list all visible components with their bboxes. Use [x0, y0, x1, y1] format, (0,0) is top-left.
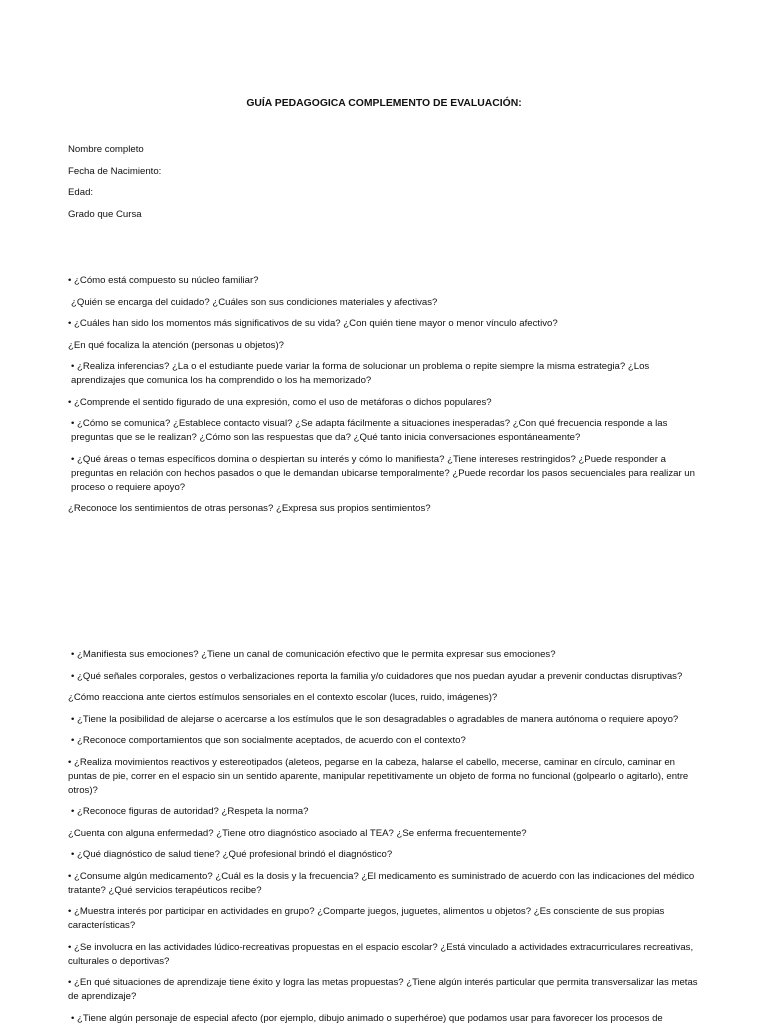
field-nombre: Nombre completo	[68, 144, 144, 155]
question-item: • ¿Qué diagnóstico de salud tiene? ¿Qué profesional brindó el diagnóstico?	[71, 849, 393, 860]
question-item: • ¿Realiza movimientos reactivos y estereotipados (aleteos, pegarse en la cabeza, halarse el cabello, mecerse, caminar en círculo, caminar en puntas de pie, correr en el espacio sin un sentido aparente, manipular repetitivamente un objeto de forma no funcional (golpearlo o agitarlo), entre otros)?	[68, 756, 689, 796]
question-item: • ¿Muestra interés por participar en actividades en grupo? ¿Comparte juegos, juguetes, alimentos u objetos? ¿Es consciente de sus propias características?	[68, 906, 665, 931]
question-item: • ¿Cómo está compuesto su núcleo familiar?	[68, 275, 259, 286]
question-item: • ¿Reconoce figuras de autoridad? ¿Respeta la norma?	[71, 806, 309, 817]
question-item-cut-off: • ¿Tiene algún personaje de especial afecto (por ejemplo, dibujo animado o superhéroe) que podamos usar para favorecer los procesos de	[71, 1012, 663, 1024]
question-item: • ¿Qué señales corporales, gestos o verbalizaciones reporta la familia y/o cuidadores que nos puedan ayudar a prevenir conductas disruptivas?	[71, 670, 683, 682]
field-grado: Grado que Cursa	[68, 208, 142, 220]
question-item: ¿Quién se encarga del cuidado? ¿Cuáles son sus condiciones materiales y afectivas?	[71, 296, 438, 308]
question-item: ¿Cuenta con alguna enfermedad? ¿Tiene otro diagnóstico asociado al TEA? ¿Se enferma frecuentemente?	[68, 827, 527, 839]
question-item: • ¿Comprende el sentido figurado de una expresión, como el uso de metáforas o dichos populares?	[68, 396, 492, 408]
question-item: • ¿Consume algún medicamento? ¿Cuál es la dosis y la frecuencia? ¿El medicamento es suministrado de acuerdo con las indicaciones del médico tratante? ¿Qué servicios terapéuticos recibe?	[68, 870, 695, 896]
field-fecha-nacimiento: Fecha de Nacimiento:	[68, 165, 162, 177]
question-item: ¿Reconoce los sentimientos de otras personas? ¿Expresa sus propios sentimientos?	[68, 503, 431, 514]
question-item: • ¿Tiene la posibilidad de alejarse o acercarse a los estímulos que le son desagradables o agradables de manera autónoma o requiere apoyo?	[71, 713, 679, 725]
question-item: • ¿Se involucra en las actividades lúdico-recreativas propuestas en el espacio escolar? ¿Está vinculado a actividades extracurriculares recreativas, culturales o deportivas?	[68, 941, 694, 967]
question-item: • ¿Manifiesta sus emociones? ¿Tiene un canal de comunicación efectivo que le permita expresar sus emociones?	[71, 649, 556, 660]
question-item: • ¿Realiza inferencias? ¿La o el estudiante puede variar la forma de solucionar un problema o repite siempre la misma estrategia? ¿Los aprendizajes que comunica los ha comprendido o los ha memorizado?	[71, 361, 650, 386]
question-item: • ¿Qué áreas o temas específicos domina o despiertan su interés y cómo lo manifiesta? ¿Tiene intereses restringidos? ¿Puede responder a preguntas en relación con hechos pasados o que le demandan ubicarse temporalmente? ¿Puede recordar los pasos secuenciales para realizar un proceso o requiere apoyo?	[71, 453, 695, 493]
questions-top	[68, 274, 700, 524]
question-item: • ¿En qué situaciones de aprendizaje tiene éxito y logra las metas propuestas? ¿Tiene algún interés particular que permita transversalizar las metas de aprendizaje?	[68, 977, 698, 1002]
question-item: ¿En qué focaliza la atención (personas u objetos)?	[68, 339, 284, 351]
question-item: • ¿Cuáles han sido los momentos más significativos de su vida? ¿Con quién tiene mayor o menor vínculo afectivo?	[68, 318, 558, 329]
field-edad: Edad:	[68, 187, 94, 198]
question-item: ¿Cómo reacciona ante ciertos estímulos sensoriales en el contexto escolar (luces, ruido, imágenes)?	[68, 692, 498, 703]
student-info-fields	[68, 143, 161, 229]
question-item: • ¿Reconoce comportamientos que son socialmente aceptados, de acuerdo con el contexto?	[71, 735, 466, 746]
questions-bottom	[68, 648, 700, 1025]
document-title: GUÍA PEDAGOGICA COMPLEMENTO DE EVALUACIÓN:	[246, 98, 522, 109]
question-item: • ¿Cómo se comunica? ¿Establece contacto visual? ¿Se adapta fácilmente a situaciones inesperadas? ¿Con qué frecuencia responde a las preguntas que se le realizan? ¿Cómo son las respuestas que da? ¿Qué tanto inicia conversaciones espontáneamente?	[71, 418, 668, 443]
